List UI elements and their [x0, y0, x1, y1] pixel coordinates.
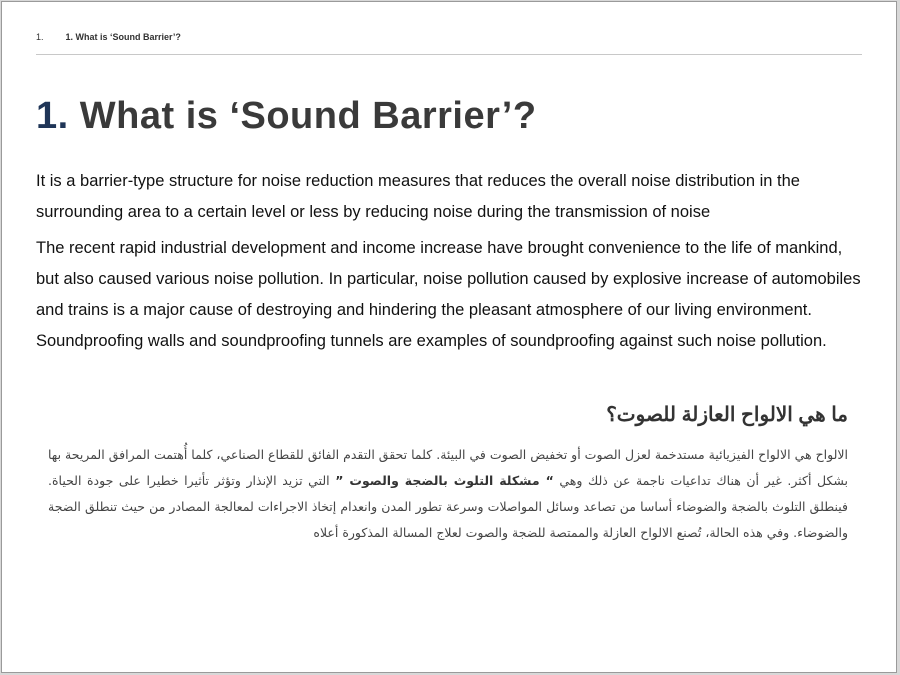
- running-header: [36, 32, 181, 42]
- arabic-paragraph-part-1: الالواح هي الالواح الفيزيائية مستدخمة لعزل الصوت أو تخفيض الصوت في البيئة. كلما تحقق التقدم الفائق للقطاع الصناعي، كلما أُهتمت المرافق المريحة بها بشكل أكثر. غير أن هناك تداعيات ناجمة عن ذلك وهي: [48, 447, 848, 488]
- header-section-number: 1.: [36, 32, 44, 42]
- page-title: [36, 92, 537, 140]
- definition-paragraph: It is a barrier-type structure for noise reduction measures that reduces the overall noise distribution in the surrounding area to a certain level or less by reducing noise during the transmission of noise: [36, 172, 800, 221]
- page-title-text: What is ‘Sound Barrier’?: [79, 95, 537, 137]
- arabic-paragraph: [48, 442, 848, 546]
- header-divider: [36, 54, 862, 55]
- background-paragraph: The recent rapid industrial development and income increase have brought convenience to the life of mankind, but also caused various noise pollution. In particular, noise pollution caused by explosive increase of automobiles and trains is a major cause of destroying and hindering the pleasant atmosphere of our living environment. Soundproofing walls and soundproofing tunnels are examples of soundproofing against such noise pollution.: [36, 239, 861, 350]
- header-section-title: 1. What is ‘Sound Barrier’?: [65, 32, 181, 42]
- arabic-paragraph-part-2: التي تزيد الإنذار وتؤثر تأثيرا خطيرا على جودة الحياة. فينطلق التلوث بالضجة والضوضاء أساسا من تصاعد وسائل المواصلات وسرعة تطور المدن وانعدام إتخاذ الاجراءات لمعالجة المصادر من حيث تنطلق الضجة والضوضاء. وفي هذه الحالة، تُصنع الالواح العازلة والممتصة للضجة والصوت لعلاج المسالة المذكورة أعلاه: [48, 473, 848, 540]
- slide-page: [1, 1, 897, 673]
- page-title-number: 1.: [36, 95, 69, 137]
- arabic-heading: ما هي الالواح العازلة للصوت؟: [606, 404, 848, 426]
- arabic-paragraph-emphasis: “ مشكلة التلوث بالضجة والصوت ”: [335, 473, 554, 488]
